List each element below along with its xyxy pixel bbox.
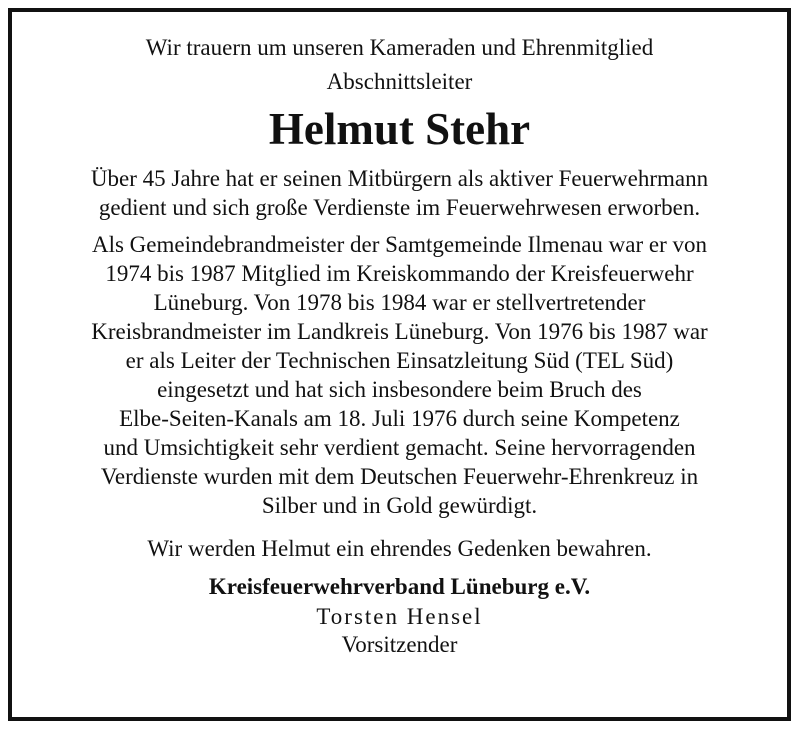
signatory-name: Torsten Hensel [316,604,483,629]
paragraph-line: Lüneburg. Von 1978 bis 1984 war er stellvertretender [153,290,646,315]
paragraph-line: Als Gemeindebrandmeister der Samtgemeinde Ilmenau war er von [91,232,708,257]
paragraph-line: 1974 bis 1987 Mitglied im Kreiskommando der Kreisfeuerwehr [105,261,694,286]
deceased-name: Helmut Stehr [268,104,531,154]
organization-name: Kreisfeuerwehrverband Lüneburg e.V. [208,574,591,599]
intro-text: Wir trauern um unseren Kameraden und Ehrenmitglied [145,35,654,60]
paragraph-line: Über 45 Jahre hat er seinen Mitbürgern als aktiver Feuerwehrmann [90,166,709,191]
career-paragraph [12,230,787,520]
paragraph-line: Elbe-Seiten-Kanals am 18. Juli 1976 durch seine Kompetenz [119,406,680,431]
paragraph-line: Kreisbrandmeister im Landkreis Lüneburg. Von 1976 bis 1987 war [91,319,708,344]
paragraph-line: und Umsichtigkeit sehr verdient gemacht. Seine hervorragenden [103,435,696,460]
paragraph-line: gedient und sich große Verdienste im Feuerwehrwesen erworben. [98,195,701,220]
obituary-notice [12,33,787,659]
paragraph-line: eingesetzt und hat sich insbesondere beim Bruch des [157,377,642,402]
service-paragraph [12,164,787,222]
paragraph-line: er als Leiter der Technischen Einsatzleitung Süd (TEL Süd) [125,348,674,373]
closing-line: Wir werden Helmut ein ehrendes Gedenken bewahren. [147,536,652,561]
paragraph-line: Verdienste wurden mit dem Deutschen Feuerwehr-Ehrenkreuz in [100,464,699,489]
obituary-frame [8,8,791,721]
paragraph-line: Silber und in Gold gewürdigt. [261,493,538,518]
signatory-role: Vorsitzender [341,632,458,657]
rank-title: Abschnittsleiter [326,69,473,94]
